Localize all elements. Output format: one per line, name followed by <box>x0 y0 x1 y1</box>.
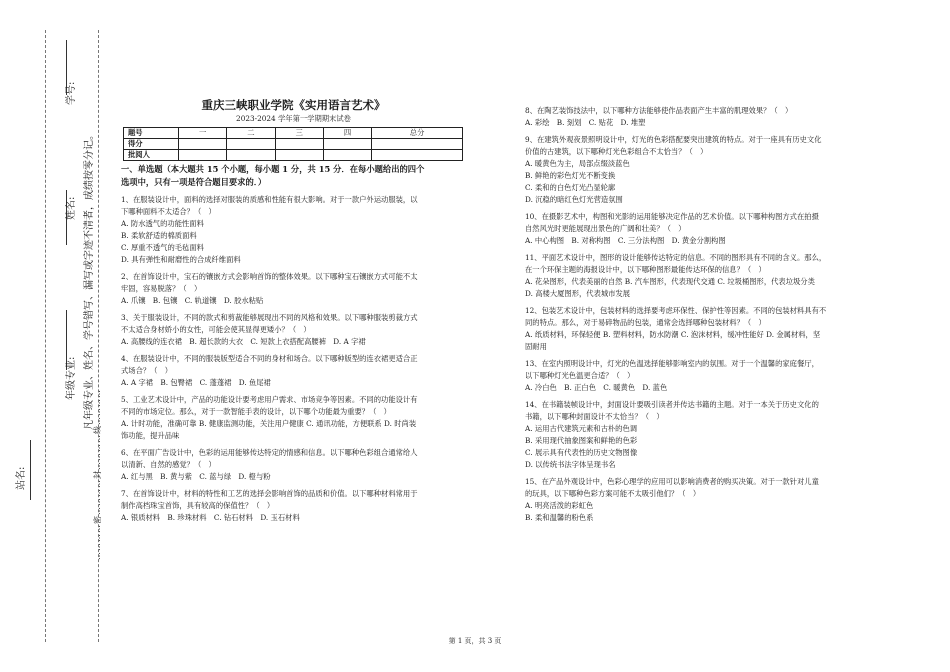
question-option[interactable]: B. 柔和温馨的粉色系 <box>525 513 594 522</box>
question-option[interactable]: A. 暖黄色为主，局部点缀淡蓝色 <box>525 159 630 168</box>
left-question-list <box>121 194 466 524</box>
question-stem-line: 同的特点。那么，对于易碎物品的包装，通常会选择哪种包装材料？（ ） <box>525 318 766 327</box>
question-option[interactable]: A. 纸质材料，环保轻便 B. 塑料材料，防水防潮 C. 泡沫材料，缓冲性能好 D. 金属材料，坚 <box>525 330 821 339</box>
question-stem-line: 9、在建筑外观夜景照明设计中，灯光的色彩搭配要突出建筑的特点。对于一座具有历史文化 <box>525 135 822 144</box>
score-points-row <box>124 139 463 150</box>
question-item <box>121 312 466 348</box>
question-item <box>525 105 880 129</box>
question-option[interactable]: A. 冷白色 B. 正白色 C. 暖黄色 D. 蓝色 <box>525 383 668 392</box>
exam-title: 重庆三峡职业学院《实用语言艺术》 <box>201 98 386 112</box>
question-option[interactable]: A. 爪镶 B. 包镶 C. 轨道镶 D. 胶水粘贴 <box>121 296 264 305</box>
score-cell[interactable] <box>179 150 227 161</box>
question-stem-line: 不太适合身材娇小的女性，可能会使其显得更矮小？（ ） <box>121 325 311 334</box>
question-stem-line: 1、在服装设计中，面料的选择对服装的质感和性能有很大影响。对于一款户外运动服装，以 <box>121 195 418 204</box>
question-stem-line: 13、在室内照明设计中，灯光的色温选择能够影响室内的氛围。对于一个温馨的家庭餐厅， <box>525 359 819 368</box>
question-stem-line: 牢固，容易脱落？（ ） <box>121 284 202 293</box>
question-option[interactable]: A. 银质材料 B. 珍珠材料 C. 钻石材料 D. 玉石材料 <box>121 513 300 522</box>
question-item <box>525 358 880 394</box>
question-stem-line: 价值的古建筑，以下哪种灯光色彩组合不太恰当？（ ） <box>525 147 708 156</box>
question-stem-line: 4、在服装设计中，不同的服装版型适合不同的身材和场合。以下哪种版型的连衣裙更适合正 <box>121 354 418 363</box>
name-label: 姓名: <box>66 196 77 220</box>
score-row-label: 得分 <box>124 139 179 150</box>
question-option[interactable]: A. 彩绘 B. 刻划 C. 贴花 D. 堆塑 <box>525 118 646 127</box>
question-option[interactable]: A. 运用古代建筑元素和古朴的色调 <box>525 424 638 433</box>
question-stem-line: 3、关于服装设计，不同的款式和剪裁能够展现出不同的风格和效果。以下哪种服装剪裁方式 <box>121 313 418 322</box>
question-stem-line: 的玩具，以下哪种色彩方案可能不太吸引他们？（ ） <box>525 489 701 498</box>
score-col-total: 总分 <box>372 128 463 139</box>
score-header-row <box>124 128 463 139</box>
question-item <box>121 447 466 483</box>
question-stem-line: 在一个环保主题的海报设计中，以下哪种图形最能传达环保的信息？（ ） <box>525 265 766 274</box>
question-stem-line: 下哪种面料不太适合？（ ） <box>121 207 216 216</box>
score-cell[interactable] <box>179 139 227 150</box>
question-item <box>121 353 466 389</box>
score-col-2: 二 <box>227 128 275 139</box>
question-stem-line: 7、在首饰设计中，材料的特性和工艺的选择会影响首饰的品质和价值。以下哪种材料常用于 <box>121 489 418 498</box>
center-blank <box>30 440 31 500</box>
question-item <box>525 305 880 353</box>
question-option[interactable]: B. 鲜艳的彩色灯光不断变换 <box>525 171 616 180</box>
exam-subtitle: 2023-2024 学年第一学期期末试卷 <box>236 114 351 123</box>
question-option[interactable]: C. 柔和的白色灯光凸显轮廓 <box>525 183 616 192</box>
question-option[interactable]: C. 展示具有代表性的历史文物图像 <box>525 448 638 457</box>
question-stem-line: 11、平面艺术设计中，图形的设计能够传达特定的信息。不同的图形具有不同的含义。那么， <box>525 253 827 262</box>
score-cell[interactable] <box>227 150 275 161</box>
question-stem-line: 2、在首饰设计中，宝石的镶嵌方式会影响首饰的整体效果。以下哪种宝石镶嵌方式可能不太 <box>121 272 418 281</box>
seal-line-text: …………密…………封…………线………… <box>93 389 102 560</box>
score-cell[interactable] <box>372 150 463 161</box>
question-stem-line: 15、在产品外观设计中，色彩心理学的应用可以影响消费者的购买决策。对于一款针对儿童 <box>525 477 819 486</box>
question-stem-line: 14、在书籍装帧设计中，封面设计要吸引读者并传达书籍的主题。对于一本关于历史文化的 <box>525 400 819 409</box>
question-option[interactable]: B. 柔软舒适的棉质面料 <box>121 231 197 240</box>
cut-line-inner <box>45 30 46 642</box>
score-cell[interactable] <box>323 150 371 161</box>
question-option[interactable]: A. 明亮活泼的彩虹色 <box>525 501 594 510</box>
question-option[interactable]: D. 具有弹性和耐磨性的合成纤维面料 <box>121 255 241 264</box>
student-id-label: 学号: <box>66 81 77 105</box>
center-label: 站名: <box>16 466 27 490</box>
margin-notice: 凡年级专业、姓名、学号错写、漏写或字迹不清者，成绩按零分记。 <box>84 130 95 430</box>
score-table <box>123 127 463 161</box>
score-cell[interactable] <box>372 139 463 150</box>
question-option[interactable]: A. 红与黑 B. 黄与紫 C. 蓝与绿 D. 橙与粉 <box>121 472 271 481</box>
question-item <box>525 399 880 471</box>
question-option[interactable]: A. 花朵图形，代表美丽的自然 B. 汽车图形，代表现代交通 C. 垃圾桶图形，代表垃圾分类 <box>525 277 815 286</box>
score-cell[interactable] <box>275 150 323 161</box>
question-item <box>525 252 880 300</box>
left-column <box>121 95 466 524</box>
question-stem-line: 自然风光时更能展现出景色的广阔和壮美？（ ） <box>525 224 686 233</box>
question-item <box>121 271 466 307</box>
section-title-line: 选项中，只有一项是符合题目要求的．） <box>121 177 267 187</box>
question-stem-line: 6、在平面广告设计中，色彩的运用能够传达特定的情感和信息。以下哪种色彩组合通常给人 <box>121 448 418 457</box>
question-stem-line: 以清新、自然的感觉？（ ） <box>121 460 216 469</box>
score-row-label: 批阅人 <box>124 150 179 161</box>
question-option[interactable]: D. 沉稳的暗红色灯光营造氛围 <box>525 195 623 204</box>
right-column <box>525 100 880 524</box>
score-cell[interactable] <box>275 139 323 150</box>
question-stem-line: 12、包装艺术设计中，包装材料的选择要考虑环保性、保护性等因素。不同的包装材料具有不 <box>525 306 827 315</box>
score-row-label: 题号 <box>124 128 179 139</box>
page-footer: 第 1 页，共 3 页 <box>448 637 502 645</box>
question-stem-line: 以下哪种灯光色温更合适？（ ） <box>525 371 635 380</box>
question-option[interactable]: B. 采用现代抽象图案和鲜艳的色彩 <box>525 436 638 445</box>
section-title-line: 一、单选题（本大题共 15 个小题，每小题 1 分，共 15 分．在每小题给出的四个 <box>121 164 425 174</box>
grade-major-label: 年级专业: <box>66 356 77 400</box>
question-option[interactable]: A. 防水透气的功能性面料 <box>121 219 204 228</box>
question-item <box>525 476 880 524</box>
question-option[interactable]: 饰功能，提升品味 <box>121 431 180 440</box>
question-stem-line: 5、工业艺术设计中，产品的功能设计要考虑用户需求、市场竞争等因素。不同的功能设计有 <box>121 395 418 404</box>
question-stem-line: 8、在陶艺装饰技法中，以下哪种方法能够使作品表面产生丰富的肌理效果？（ ） <box>525 106 793 115</box>
question-stem-line: 式场合？（ ） <box>121 366 173 375</box>
question-stem-line: 制作高档珠宝首饰，具有较高的保值性？（ ） <box>121 501 275 510</box>
score-col-1: 一 <box>179 128 227 139</box>
question-option[interactable]: A. A 字裙 B. 包臀裙 C. 蓬蓬裙 D. 鱼尾裙 <box>121 378 271 387</box>
score-cell[interactable] <box>227 139 275 150</box>
question-stem-line: 不同的市场定位。那么，对于一款智能手表的设计，以下哪个功能最为重要？（ ） <box>121 407 391 416</box>
question-stem-line: 书籍，以下哪种封面设计不太恰当？（ ） <box>525 412 664 421</box>
section-title <box>121 163 466 189</box>
question-option[interactable]: A. 计时功能，准确可靠 B. 健康监测功能，关注用户健康 C. 通讯功能，方便联系 D. 时尚装 <box>121 419 417 428</box>
question-stem-line: 10、在摄影艺术中，构图和光影的运用能够决定作品的艺术价值。以下哪种构图方式在拍摄 <box>525 212 819 221</box>
question-option[interactable]: D. 以传统书法字体呈现书名 <box>525 460 616 469</box>
question-item <box>121 488 466 524</box>
right-question-list <box>525 105 880 524</box>
question-option[interactable]: C. 厚重不透气的毛毡面料 <box>121 243 204 252</box>
question-option[interactable]: A. 中心构图 B. 对称构图 C. 三分法构图 D. 黄金分割构图 <box>525 236 726 245</box>
binding-margin <box>0 0 118 672</box>
question-item <box>525 211 880 247</box>
question-option[interactable]: 固耐用 <box>525 342 547 351</box>
question-item <box>121 394 466 442</box>
question-option[interactable]: A. 高腰线的连衣裙 B. 超长款的大衣 C. 短款上衣搭配高腰裤 D. A 字裙 <box>121 337 366 346</box>
question-item <box>121 194 466 266</box>
score-grader-row <box>124 150 463 161</box>
score-cell[interactable] <box>323 139 371 150</box>
score-col-4: 四 <box>323 128 371 139</box>
question-item <box>525 134 880 206</box>
question-option[interactable]: D. 高楼大厦图形，代表城市发展 <box>525 289 631 298</box>
score-col-3: 三 <box>275 128 323 139</box>
